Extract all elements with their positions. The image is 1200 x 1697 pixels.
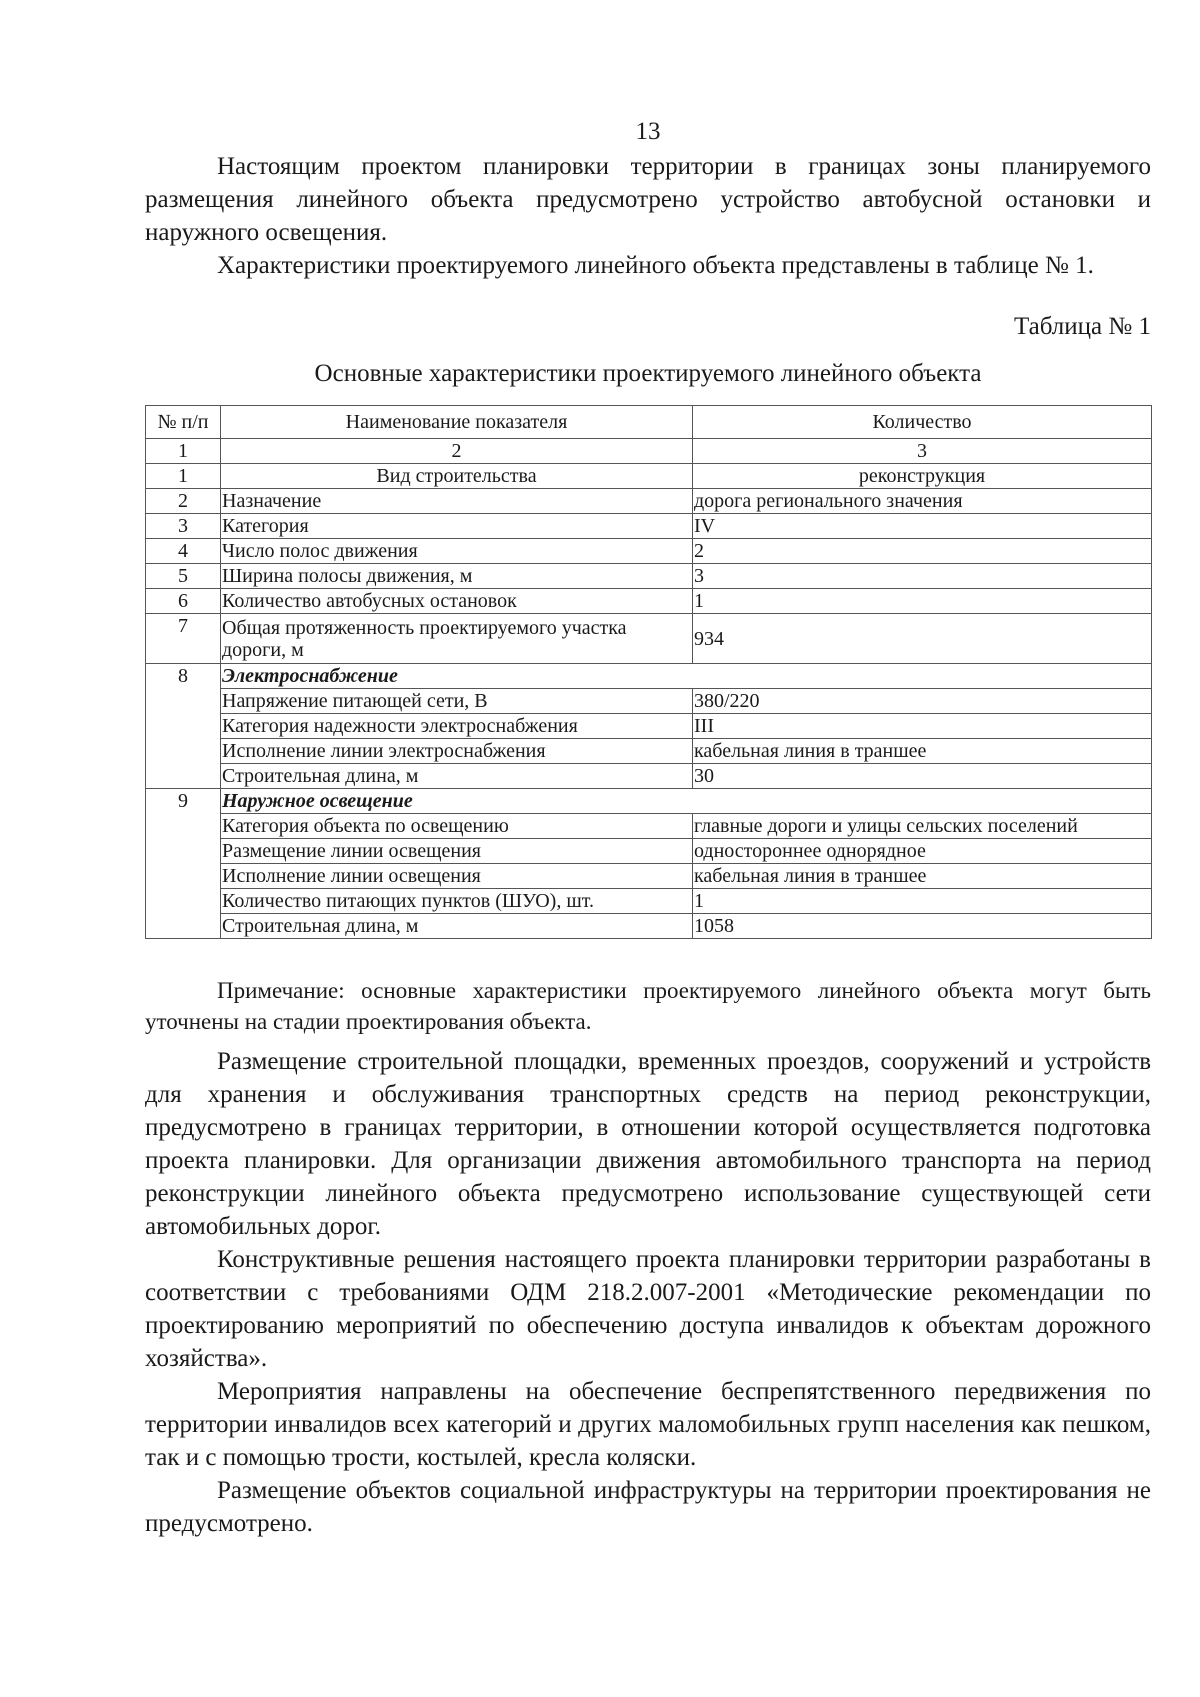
table-section-row bbox=[146, 664, 1152, 689]
row-name: Размещение линии освещения bbox=[221, 839, 693, 864]
row-value: кабельная линия в траншее bbox=[693, 864, 1152, 889]
table-section-row bbox=[146, 789, 1152, 814]
table-row bbox=[146, 489, 1152, 514]
body-paragraph-3: Мероприятия направлены на обеспечение беспрепятственного передвижения по территории инвалидов всех категорий и других маломобильных групп населения как пешком, так и с помощью трости, костылей, кресла коляски. bbox=[145, 1378, 1151, 1471]
table-row bbox=[146, 739, 1152, 764]
row-value: 2 bbox=[693, 539, 1152, 564]
table-row bbox=[146, 814, 1152, 839]
intro-paragraph-2: Характеристики проектируемого линейного объекта представлены в таблице № 1. bbox=[217, 252, 1094, 279]
row-value: кабельная линия в траншее bbox=[693, 739, 1152, 764]
row-name: Строительная длина, м bbox=[221, 764, 693, 789]
row-name: Вид строительства bbox=[221, 464, 693, 489]
row-value: реконструкция bbox=[693, 464, 1152, 489]
row-value: главные дороги и улицы сельских поселений bbox=[693, 814, 1152, 839]
header-number: № п/п bbox=[146, 406, 221, 439]
row-name: Количество питающих пунктов (ШУО), шт. bbox=[221, 889, 693, 914]
row-value: 1 bbox=[693, 589, 1152, 614]
row-value: 30 bbox=[693, 764, 1152, 789]
row-number: 3 bbox=[146, 514, 221, 539]
row-name: Исполнение линии электроснабжения bbox=[221, 739, 693, 764]
table-row bbox=[146, 564, 1152, 589]
row-value: 380/220 bbox=[693, 689, 1152, 714]
body-paragraph-1: Размещение строительной площадки, временных проездов, сооружений и устройств для хранения и обслуживания транспортных средств на период реконструкции, предусмотрено в границах территории, в отношении которой осуществляется подготовка проекта планировки. Для организации движения автомобильного транспорта на период реконструкции линейного объекта предусмотрено использование существующей сети автомобильных дорог. bbox=[145, 1048, 1151, 1240]
table-row bbox=[146, 839, 1152, 864]
row-name: Число полос движения bbox=[221, 539, 693, 564]
table-row bbox=[146, 864, 1152, 889]
row-number: 4 bbox=[146, 539, 221, 564]
row-value: одностороннее однорядное bbox=[693, 839, 1152, 864]
row-value: 1 bbox=[693, 889, 1152, 914]
body-paragraph-4: Размещение объектов социальной инфраструктуры на территории проектирования не предусмотрено. bbox=[145, 1477, 1151, 1537]
row-name: Напряжение питающей сети, В bbox=[221, 689, 693, 714]
row-name: Строительная длина, м bbox=[221, 914, 693, 939]
table-row bbox=[146, 614, 1152, 664]
table-row bbox=[146, 589, 1152, 614]
intro-paragraph-1: Настоящим проектом планировки территории в границах зоны планируемого размещения линейного объекта предусмотрено устройство автобусной остановки и наружного освещения. bbox=[145, 153, 1151, 246]
row-name: Общая протяженность проектируемого участка дороги, м bbox=[221, 614, 693, 664]
table-caption: Таблица № 1 bbox=[1013, 313, 1151, 340]
table-numbering-row bbox=[146, 439, 1152, 464]
table-row bbox=[146, 914, 1152, 939]
numbering-cell: 3 bbox=[693, 439, 1152, 464]
section-title: Наружное освещение bbox=[221, 789, 1152, 814]
row-name: Исполнение линии освещения bbox=[221, 864, 693, 889]
table-title: Основные характеристики проектируемого линейного объекта bbox=[314, 360, 982, 387]
table-row bbox=[146, 889, 1152, 914]
header-value: Количество bbox=[693, 406, 1152, 439]
row-number: 1 bbox=[146, 464, 221, 489]
row-name: Ширина полосы движения, м bbox=[221, 564, 693, 589]
section-number: 9 bbox=[146, 789, 221, 939]
section-title: Электроснабжение bbox=[221, 664, 1152, 689]
table-note: Примечание: основные характеристики проектируемого линейного объекта могут быть уточнены на стадии проектирования объекта. bbox=[145, 978, 1151, 1034]
table-row bbox=[146, 539, 1152, 564]
row-number: 2 bbox=[146, 489, 221, 514]
row-name: Категория объекта по освещению bbox=[221, 814, 693, 839]
row-value: 1058 bbox=[693, 914, 1152, 939]
row-value: 3 bbox=[693, 564, 1152, 589]
table-row bbox=[146, 689, 1152, 714]
row-value: 934 bbox=[693, 614, 1152, 664]
row-value: III bbox=[693, 714, 1152, 739]
row-number: 5 bbox=[146, 564, 221, 589]
body-paragraph-2: Конструктивные решения настоящего проекта планировки территории разработаны в соответствии с требованиями ОДМ 218.2.007-2001 «Методические рекомендации по проектированию мероприятий по обеспечению доступа инвалидов к объектам дорожного хозяйства». bbox=[145, 1246, 1151, 1372]
table-header-row bbox=[146, 406, 1152, 439]
numbering-cell: 1 bbox=[146, 439, 221, 464]
numbering-cell: 2 bbox=[221, 439, 693, 464]
table-row bbox=[146, 764, 1152, 789]
row-name: Назначение bbox=[221, 489, 693, 514]
table-row bbox=[146, 514, 1152, 539]
row-number: 7 bbox=[146, 614, 221, 664]
row-value: дорога регионального значения bbox=[693, 489, 1152, 514]
row-name: Категория bbox=[221, 514, 693, 539]
row-name: Количество автобусных остановок bbox=[221, 589, 693, 614]
header-name: Наименование показателя bbox=[221, 406, 693, 439]
row-name: Категория надежности электроснабжения bbox=[221, 714, 693, 739]
table-row bbox=[146, 714, 1152, 739]
row-value: IV bbox=[693, 514, 1152, 539]
table-row bbox=[146, 464, 1152, 489]
row-number: 6 bbox=[146, 589, 221, 614]
page-number: 13 bbox=[635, 118, 661, 145]
characteristics-table bbox=[145, 405, 1152, 939]
section-number: 8 bbox=[146, 664, 221, 789]
